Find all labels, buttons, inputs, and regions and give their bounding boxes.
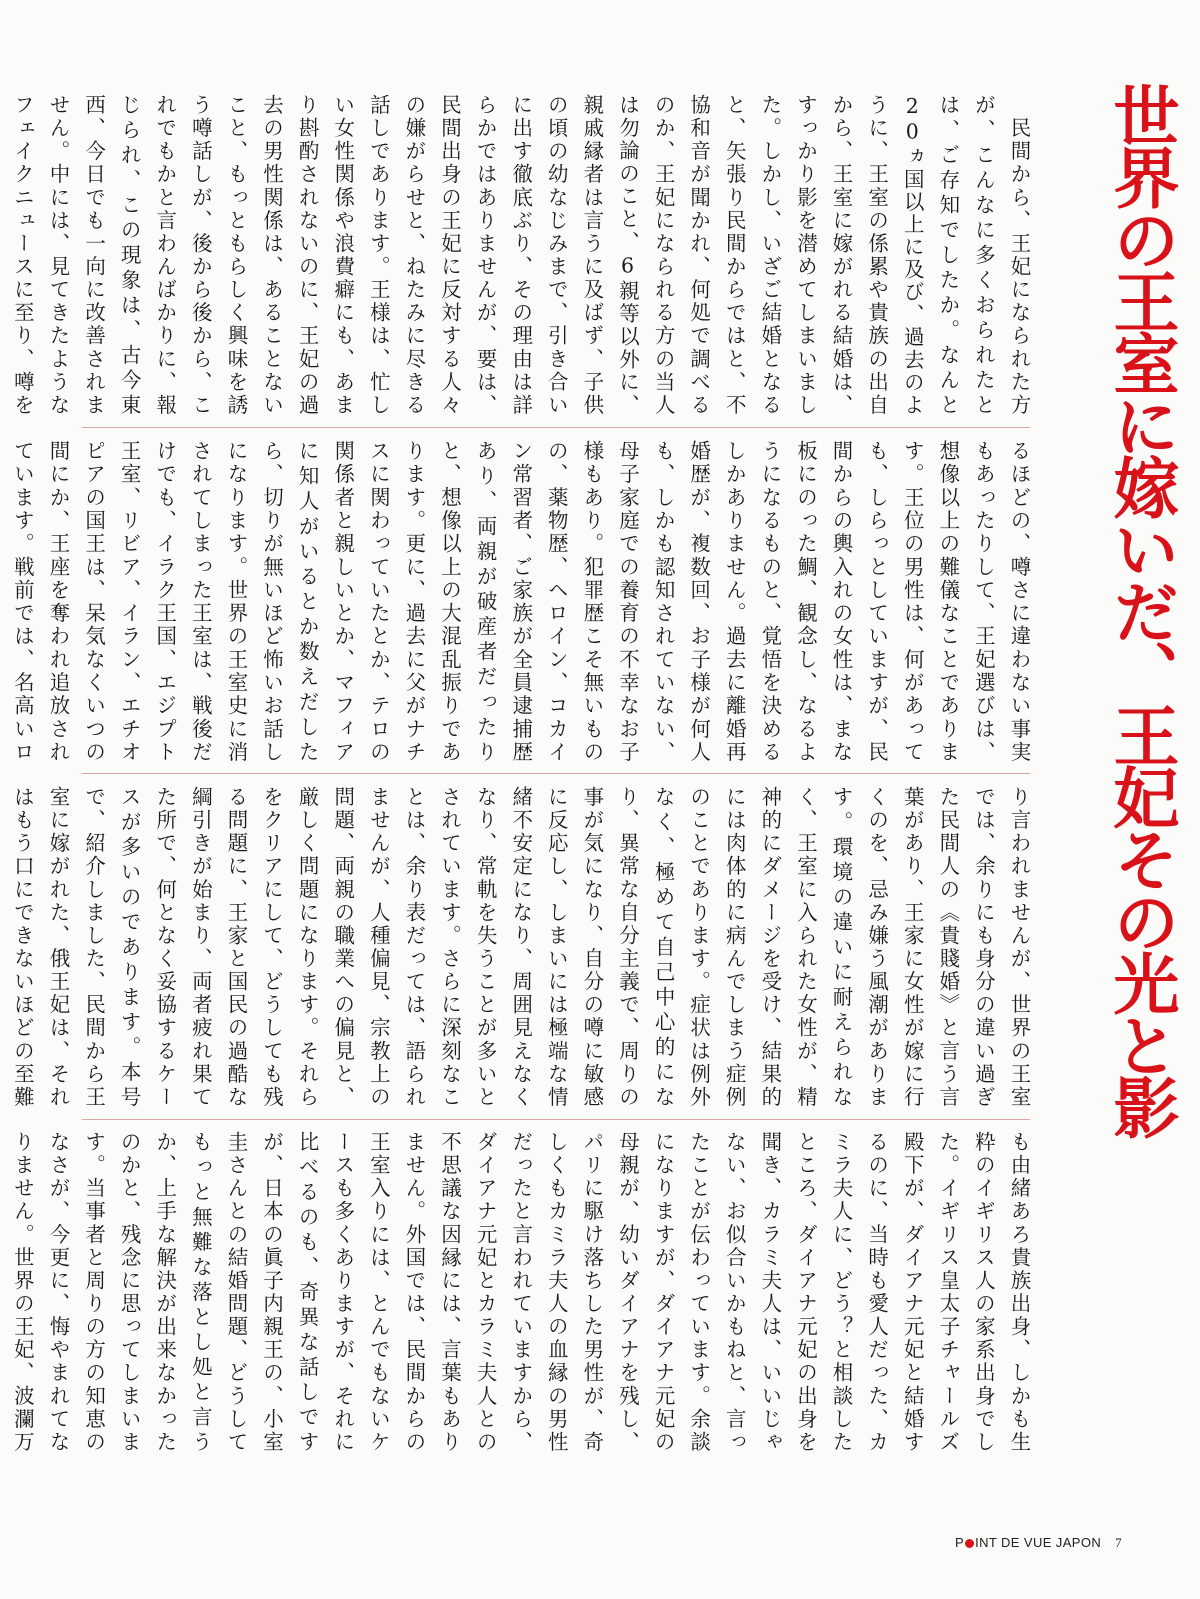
paragraph: り言われませんが、世界の王室では、余りにも身分の違い過ぎた民間人の《貴賤婚》と言う言葉があり、王家に女性が嫁に行くのを、忌み嫌う風潮があります。環境の違いに耐えられなく、王室に入られた女性が、精神的にダメージを受け、結果的には肉体的に病んでしまう症例のことであります。症状は例外なく、極めて自己中心的になり、異常な自分主義で、周りの事が気になり、自分の噂に敏感に反応し、しまいには極端な情緒不安定になり、周囲見えなくなり、常軌を失うことが多いとされています。さらに深刻なことは、余り表だっては、語られませんが、人種偏見、宗教上の問題、両親の職業への偏見と、厳しく問題になります。それらをクリアにして、どうしても残る問題に、王家と国民の過酷な綱引きが始まり、両者疲れ果てた所で、何となく妥協するケースが多いのであります。本号で、紹介しました、民間から王室に嫁がれた、俄王妃は、それはもう口にできないほどの至難: [10, 786, 1031, 1108]
magazine-name: P INT DE VUE JAPON: [955, 1535, 1102, 1550]
article-title: 世界の王室に嫁いだ、王妃その光と影: [1102, 82, 1179, 1136]
divider: [82, 773, 1030, 774]
body-text-row-4: [10, 1131, 1036, 1453]
divider: [82, 427, 1030, 428]
page-footer: [955, 1535, 1135, 1559]
divider: [82, 1119, 1030, 1120]
page-number: 7: [1115, 1535, 1123, 1550]
paragraph: も由緒あろ貴族出身、しかも生粋のイギリス人の家系出身でした。イギリス皇太子チャールズ殿下が、ダイアナ元妃と結婚するのに、当時も愛人だった、カミラ夫人に、どう？と相談したところ、ダイアナ元妃の出身を聞き、カラミ夫人は、いいじゃない、お似合いかもねと、言ったことが伝わっています。余談になりますが、ダイアナ元妃の母親が、幼いダイアナを残し、パリに駆け落ちした男性が、奇しくもカミラ夫人の血縁の男性だったと言われていますから、ダイアナ元妃とカラミ夫人との不思議な因縁には、言葉もありません。外国では、民間からの王室入りには、とんでもないケースも多くありますが、それに比べるのも、奇異な話しですが、日本の眞子内親王の、小室圭さんとの結婚問題、どうしてもっと無難な落とし処と言うか、上手な解決が出来なかったのかと、残念に思ってしまいます。当事者と周りの方の知恵のなさが、今更に、悔やまれてなりません。世界の王妃、波瀾万: [10, 1131, 1031, 1453]
paragraph: 民間から、王妃になられた方が、こんなに多くおられたとは、ご存知でしたか。なんと20ヵ国以上に及び、過去のように、王室の係累や貴族の出自から、王室に嫁がれる結婚は、すっかり影を潜めてしまいました。しかし、いざご結婚となると、矢張り民間からではと、不協和音が聞かれ、何処で調べるのか、王妃になられる方の当人は勿論のこと、6親等以外に、親戚縁者は言うに及ばず、子供の頃の幼なじみまで、引き合いに出す徹底ぶり、その理由は詳らかではありませんが、要は、民間出身の王妃に反対する人々の嫌がらせと、ねたみに尽きる話しであります。王様は、忙しい女性関係や浪費癖にも、あまり斟酌されないのに、王妃の過去の男性関係は、あることないこと、もっともらしく興味を誘う噂話しが、後から後から、これでもかと言わんばかりに、報じられ、この現象は、古今東西、今日でも一向に改善されません。中には、見てきたようなフェイクニュースに至り、噂を: [10, 94, 1031, 416]
body-text-row-2: [10, 440, 1036, 763]
paragraph: るほどの、噂さに違わない事実もあったりして、王妃選びは、想像以上の難儀なことであります。王位の男性は、何があっても、しらっとしていますが、民間からの輿入れの女性は、まな板にのった鯛、観念し、なるようになるものと、覚悟を決めるしかありません。過去に離婚再婚歴が、複数回、お子様が何人も、しかも認知されていない、母子家庭での養育の不幸なお子様もあり。犯罪歴こそ無いものの、薬物歴、ヘロイン、コカイン常習者、ご家族が全員逮捕歴あり、両親が破産者だったりと、想像以上の大混乱振りであります。更に、過去に父がナチスに関わっていたとか、テロの関係者と親しいとか、マフィアに知人がいるとか数えだしたら、切りが無いほど怖いお話しになります。世界の王室史に消されてしまった王室は、戦後だけでも、イラク王国、エジプト王室、リビア、イラン、エチオピアの国王は、呆気なくいつの間にか、王座を奪われ追放されています。戦前では、名高いロ: [10, 440, 1031, 763]
body-text-row-3: [10, 786, 1036, 1108]
body-text-row-1: [10, 94, 1036, 416]
brand-dot-icon: [965, 1539, 974, 1548]
